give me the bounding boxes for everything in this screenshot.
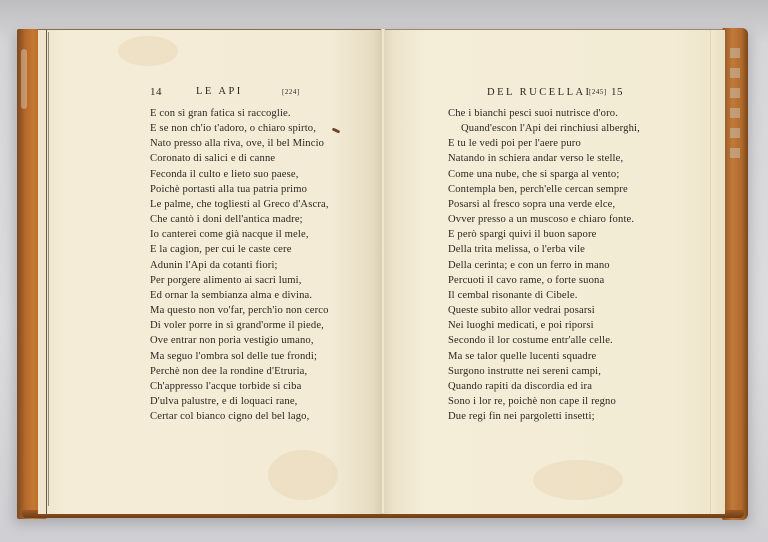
poem-line: D'ulva palustre, e di loquaci rane, — [150, 395, 298, 407]
poem-line: Percuoti il cavo rame, o forte suona — [448, 274, 605, 286]
poem-line: Natando in schiera andar verso le stelle, — [448, 153, 624, 165]
poem-line: E tu le vedi poi per l'aere puro — [448, 138, 581, 150]
left-page-edge-line — [48, 32, 49, 506]
poem-line: Coronato di salici e di canne — [150, 153, 276, 165]
poem-line: Io canterei come già nacque il mele, — [150, 229, 309, 241]
poem-line: Ma questo non vo'far, perch'io non cerco — [150, 305, 329, 317]
left-running-head — [150, 86, 300, 98]
right-running-title: DEL RUCELLAI — [487, 87, 592, 98]
poem-line: Ed ornar la sembianza alma e divina. — [150, 289, 313, 301]
poem-line: Posarsi al fresco sopra una verde elce, — [448, 198, 616, 210]
poem-line: Ovver presso a un muscoso e chiaro fonte. — [448, 214, 635, 226]
poem-line: Di voler porre in sì grand'orme il piede, — [150, 320, 324, 332]
book-gutter — [381, 29, 385, 513]
poem-line: Le palme, che togliesti al Greco d'Ascra, — [150, 198, 329, 210]
poem-line: Contempla ben, perch'elle cercan sempre — [448, 183, 628, 195]
poem-line: Secondo il lor costume entr'alle celle. — [448, 335, 613, 347]
poem-line: Poichè portasti alla tua patria primo — [150, 183, 308, 195]
poem-line: Quando rapiti da discordia ed ira — [448, 380, 593, 392]
poem-line: Certar col bianco cigno del bel lago, — [150, 411, 310, 423]
poem-line: Il cembal risonante di Cibele. — [448, 289, 578, 301]
poem-line: Queste subito allor vedrai posarsi — [448, 305, 595, 317]
left-signature-mark: [224] — [282, 88, 300, 96]
right-signature-mark: [245] — [589, 88, 607, 96]
poem-line: Due regi fin nei pargoletti insetti; — [448, 411, 595, 423]
poem-line: Ove entrar non poria vestigio umano, — [150, 335, 314, 347]
left-page-edge — [38, 30, 47, 514]
foxing-stain — [118, 36, 178, 66]
right-cover-board — [722, 28, 748, 520]
poem-line: E però spargi quivi il buon sapore — [448, 229, 597, 241]
foxing-stain — [268, 450, 338, 500]
left-running-title: LE API — [196, 86, 243, 97]
poem-line: E se non ch'io t'adoro, o chiaro spirto, — [150, 123, 317, 135]
poem-line: Nato presso alla riva, ove, il bel Mincio — [150, 138, 325, 150]
poem-line: Della cerinta; e con un ferro in mano — [448, 259, 610, 271]
poem-line: Per porgere alimento ai sacri lumi, — [150, 274, 302, 286]
poem-line: Perchè non dee la rondine d'Etruria, — [150, 365, 308, 377]
poem-line: Della trita melissa, o l'erba vile — [448, 244, 586, 256]
foxing-stain — [533, 460, 623, 500]
poem-line: E la cagion, per cui le caste cere — [150, 244, 292, 256]
poem-line: Che cantò i doni dell'antica madre; — [150, 214, 303, 226]
right-running-head — [487, 86, 627, 98]
poem-line: Nei luoghi medicati, e poi riporsi — [448, 320, 594, 332]
poem-line: Sono i lor re, poichè non cape il regno — [448, 395, 616, 407]
poem-line: E con sì gran fatica si raccoglie. — [150, 108, 291, 119]
right-page-number: 15 — [611, 86, 623, 98]
poem-line: Ma se talor quelle lucenti squadre — [448, 350, 597, 362]
poem-line: Surgono instrutte nei sereni campi, — [448, 365, 602, 377]
poem-line: Che i bianchi pesci suoi nutrisce d'oro. — [448, 108, 619, 119]
poem-line: Ma seguo l'ombra sol delle tue frondi; — [150, 350, 318, 362]
right-page-fore-edge — [710, 30, 725, 514]
poem-line: Come una nube, che si sparga al vento; — [448, 168, 620, 180]
poem-line: Adunin l'Api da cotanti fiori; — [150, 259, 278, 271]
left-page-poem — [150, 106, 329, 424]
left-page-number: 14 — [150, 86, 162, 98]
right-page-poem — [448, 106, 640, 424]
poem-line: Ch'appresso l'acque torbide si ciba — [150, 380, 302, 392]
poem-line: Feconda il culto e lieto suo paese, — [150, 168, 299, 180]
poem-line: Quand'escon l'Api dei rinchiusi alberghi, — [461, 123, 640, 135]
